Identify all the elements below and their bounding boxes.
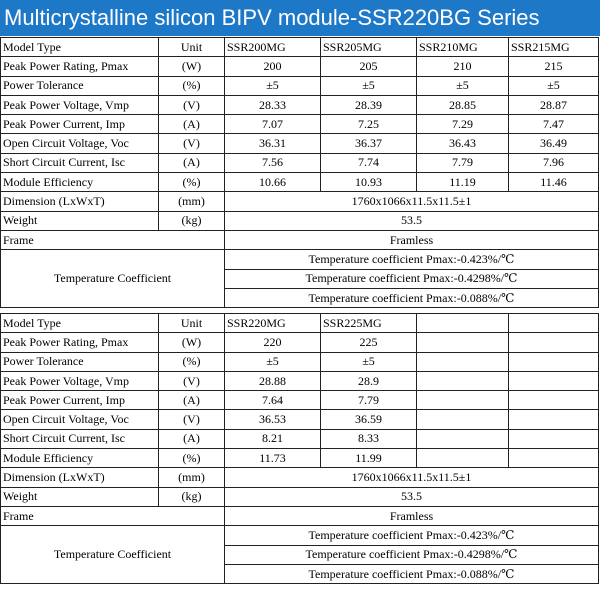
unit-cell: (%) [159, 173, 225, 192]
unit-cell: (V) [159, 410, 225, 429]
value-cell: 7.07 [225, 115, 321, 134]
unit-cell: (A) [159, 153, 225, 172]
weight-value: 53.5 [225, 211, 599, 230]
unit-cell: (V) [159, 95, 225, 114]
param-label: Peak Power Voltage, Vmp [1, 371, 159, 390]
model-name [417, 314, 509, 333]
unit-header: Unit [159, 38, 225, 57]
table-row [1, 410, 599, 429]
table-row [1, 76, 599, 95]
value-cell: 8.33 [321, 429, 417, 448]
value-cell [509, 410, 599, 429]
dimension-row [1, 192, 599, 211]
frame-row [1, 230, 599, 249]
value-cell: 28.87 [509, 95, 599, 114]
value-cell: 7.25 [321, 115, 417, 134]
param-label: Peak Power Current, Imp [1, 115, 159, 134]
value-cell: 11.46 [509, 173, 599, 192]
value-cell [417, 352, 509, 371]
value-cell: 8.21 [225, 429, 321, 448]
param-label: Peak Power Voltage, Vmp [1, 95, 159, 114]
table-row [1, 449, 599, 468]
unit-cell: (V) [159, 371, 225, 390]
dimension-label: Dimension (LxWxT) [1, 468, 159, 487]
value-cell: 36.53 [225, 410, 321, 429]
temp-coefficient-value: Temperature coefficient Pmax:-0.4298%/℃ [225, 269, 599, 288]
param-label: Short Circuit Current, Isc [1, 429, 159, 448]
unit-header: Unit [159, 314, 225, 333]
value-cell: 7.79 [321, 391, 417, 410]
value-cell: 36.37 [321, 134, 417, 153]
table-row [1, 95, 599, 114]
header-row [1, 314, 599, 333]
value-cell: 225 [321, 333, 417, 352]
value-cell [509, 429, 599, 448]
value-cell: 7.79 [417, 153, 509, 172]
dimension-value: 1760x1066x11.5x11.5±1 [225, 192, 599, 211]
unit-cell: (%) [159, 449, 225, 468]
weight-value: 53.5 [225, 487, 599, 506]
temp-coefficient-value: Temperature coefficient Pmax:-0.4298%/℃ [225, 545, 599, 564]
value-cell: 7.47 [509, 115, 599, 134]
dimension-label: Dimension (LxWxT) [1, 192, 159, 211]
value-cell: 36.59 [321, 410, 417, 429]
table-row [1, 333, 599, 352]
temp-coefficient-value: Temperature coefficient Pmax:-0.423%/℃ [225, 526, 599, 545]
value-cell: ±5 [225, 352, 321, 371]
param-label: Power Tolerance [1, 76, 159, 95]
temp-coefficient-value: Temperature coefficient Pmax:-0.088%/℃ [225, 564, 599, 583]
table-row [1, 134, 599, 153]
value-cell: 7.64 [225, 391, 321, 410]
unit-cell: (%) [159, 76, 225, 95]
weight-unit: (kg) [159, 487, 225, 506]
param-label: Peak Power Rating, Pmax [1, 57, 159, 76]
unit-cell: (W) [159, 57, 225, 76]
dimension-unit: (mm) [159, 468, 225, 487]
value-cell: 200 [225, 57, 321, 76]
value-cell: 28.39 [321, 95, 417, 114]
value-cell: 36.43 [417, 134, 509, 153]
model-name: SSR220MG [225, 314, 321, 333]
temp-coefficient-label: Temperature Coefficient [1, 526, 225, 584]
header-row [1, 38, 599, 57]
value-cell [509, 371, 599, 390]
model-name: SSR200MG [225, 38, 321, 57]
value-cell: 11.99 [321, 449, 417, 468]
value-cell [417, 429, 509, 448]
page-title: Multicrystalline silicon BIPV module-SSR220BG Series [0, 0, 600, 36]
value-cell: 10.66 [225, 173, 321, 192]
model-name [509, 314, 599, 333]
table-row [1, 371, 599, 390]
value-cell [417, 449, 509, 468]
weight-row [1, 487, 599, 506]
param-label: Open Circuit Voltage, Voc [1, 410, 159, 429]
value-cell: 7.74 [321, 153, 417, 172]
value-cell: ±5 [509, 76, 599, 95]
value-cell: 215 [509, 57, 599, 76]
table-row [1, 391, 599, 410]
value-cell: ±5 [321, 352, 417, 371]
weight-label: Weight [1, 487, 159, 506]
value-cell [509, 352, 599, 371]
spec-table-1 [0, 37, 599, 308]
value-cell: 11.73 [225, 449, 321, 468]
unit-cell: (%) [159, 352, 225, 371]
frame-label: Frame [1, 506, 225, 525]
table-row [1, 429, 599, 448]
value-cell [417, 371, 509, 390]
value-cell: 10.93 [321, 173, 417, 192]
value-cell: 7.96 [509, 153, 599, 172]
value-cell: ±5 [321, 76, 417, 95]
value-cell [509, 391, 599, 410]
value-cell: 36.31 [225, 134, 321, 153]
table-row [1, 115, 599, 134]
table-row [1, 153, 599, 172]
weight-unit: (kg) [159, 211, 225, 230]
unit-cell: (A) [159, 429, 225, 448]
value-cell: 28.85 [417, 95, 509, 114]
param-label: Open Circuit Voltage, Voc [1, 134, 159, 153]
value-cell: 11.19 [417, 173, 509, 192]
value-cell: 210 [417, 57, 509, 76]
frame-value: Framless [225, 506, 599, 525]
unit-cell: (A) [159, 391, 225, 410]
value-cell: ±5 [417, 76, 509, 95]
value-cell [417, 333, 509, 352]
value-cell: 7.29 [417, 115, 509, 134]
value-cell [509, 333, 599, 352]
frame-label: Frame [1, 230, 225, 249]
value-cell [417, 410, 509, 429]
dimension-row [1, 468, 599, 487]
temp-coefficient-value: Temperature coefficient Pmax:-0.423%/℃ [225, 250, 599, 269]
temp-coefficient-row [1, 526, 599, 545]
value-cell: 28.9 [321, 371, 417, 390]
frame-value: Framless [225, 230, 599, 249]
spec-table-2 [0, 313, 599, 584]
model-type-label: Model Type [1, 314, 159, 333]
model-name: SSR210MG [417, 38, 509, 57]
param-label: Peak Power Current, Imp [1, 391, 159, 410]
value-cell: 7.56 [225, 153, 321, 172]
table-row [1, 352, 599, 371]
weight-row [1, 211, 599, 230]
model-name: SSR215MG [509, 38, 599, 57]
value-cell [417, 391, 509, 410]
param-label: Short Circuit Current, Isc [1, 153, 159, 172]
param-label: Module Efficiency [1, 449, 159, 468]
dimension-value: 1760x1066x11.5x11.5±1 [225, 468, 599, 487]
dimension-unit: (mm) [159, 192, 225, 211]
param-label: Power Tolerance [1, 352, 159, 371]
temp-coefficient-row [1, 250, 599, 269]
weight-label: Weight [1, 211, 159, 230]
table-row [1, 173, 599, 192]
value-cell: 220 [225, 333, 321, 352]
table-row [1, 57, 599, 76]
value-cell: 28.33 [225, 95, 321, 114]
unit-cell: (A) [159, 115, 225, 134]
model-name: SSR205MG [321, 38, 417, 57]
value-cell: ±5 [225, 76, 321, 95]
param-label: Peak Power Rating, Pmax [1, 333, 159, 352]
value-cell [509, 449, 599, 468]
param-label: Module Efficiency [1, 173, 159, 192]
model-name: SSR225MG [321, 314, 417, 333]
value-cell: 28.88 [225, 371, 321, 390]
value-cell: 205 [321, 57, 417, 76]
temp-coefficient-value: Temperature coefficient Pmax:-0.088%/℃ [225, 288, 599, 307]
value-cell: 36.49 [509, 134, 599, 153]
model-type-label: Model Type [1, 38, 159, 57]
temp-coefficient-label: Temperature Coefficient [1, 250, 225, 308]
unit-cell: (V) [159, 134, 225, 153]
unit-cell: (W) [159, 333, 225, 352]
frame-row [1, 506, 599, 525]
